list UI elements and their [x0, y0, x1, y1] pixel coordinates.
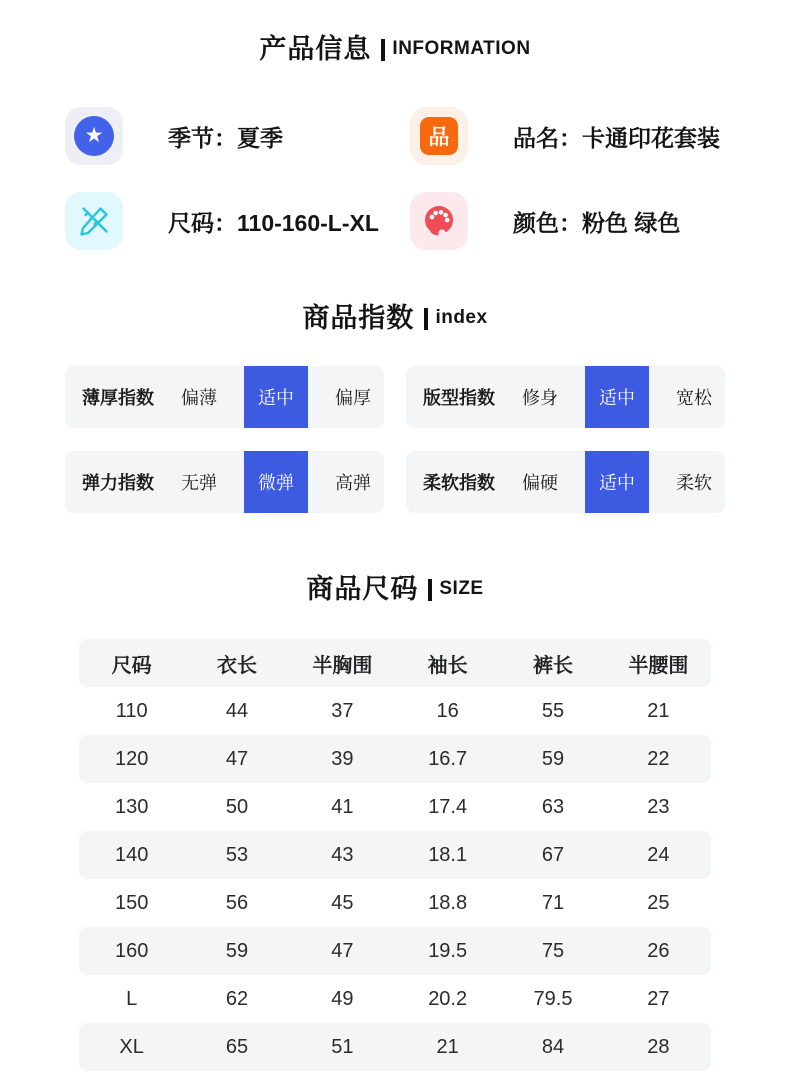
panel-option: 无弹: [181, 473, 217, 493]
size-cell: 39: [331, 747, 354, 770]
size-cell: 62: [225, 987, 249, 1010]
section-title-en: SIZE: [439, 578, 484, 599]
size-cell: 44: [225, 699, 249, 722]
size-table-body: [79, 687, 711, 1071]
season-value: 夏季: [237, 124, 283, 151]
panel-option: 柔软: [676, 473, 712, 493]
season-label: 季节：: [168, 124, 237, 151]
product-info-grid: [0, 107, 790, 250]
size-table: [79, 639, 711, 1071]
size-cell: 56: [225, 891, 249, 914]
table-row: [79, 1023, 711, 1071]
panel-option: 宽松: [676, 388, 712, 408]
size-cell: 59: [541, 747, 565, 770]
size-cell: 41: [331, 795, 354, 818]
product-name-value: 卡通印花套装: [582, 124, 720, 151]
panel-option-selected: 适中: [585, 451, 649, 513]
size-cell: 27: [647, 987, 670, 1010]
size-cell: 59: [225, 939, 249, 962]
header-cell: 袖长: [427, 654, 468, 677]
color-value: 粉色 绿色: [582, 209, 681, 236]
panel-label: 薄厚指数: [82, 388, 154, 408]
size-cell: 110: [115, 699, 148, 722]
size-cell: 53: [225, 843, 249, 866]
pencil-ruler-icon: [65, 192, 123, 250]
table-row: [79, 783, 711, 831]
size-cell: 16: [436, 699, 459, 722]
star-icon: [65, 107, 123, 165]
size-cell: 50: [225, 795, 249, 818]
size-cell: 18.8: [428, 891, 468, 914]
product-name-label: 品名：: [513, 124, 582, 151]
size-cell: 18.1: [428, 843, 468, 866]
size-range-value: 110-160-L-XL: [237, 209, 379, 236]
section-title-zh: 产品信息: [259, 34, 372, 64]
size-range-label: 尺码：: [168, 209, 237, 236]
table-row: [79, 927, 711, 975]
panel-option-selected: 适中: [244, 366, 308, 428]
size-cell: 22: [647, 747, 670, 770]
title-divider: [428, 579, 432, 601]
size-cell: 79.5: [533, 987, 573, 1010]
size-cell: L: [126, 987, 138, 1010]
size-cell: 49: [331, 987, 354, 1010]
size-cell: 45: [331, 891, 354, 914]
info-item-product-name: [410, 107, 725, 165]
product-index-grid: [0, 366, 790, 513]
section-title-zh: 商品指数: [302, 303, 415, 333]
panel-option: 偏厚: [335, 388, 371, 408]
size-cell: 24: [647, 843, 670, 866]
header-cell: 半胸围: [312, 654, 373, 677]
size-cell: 75: [541, 939, 565, 962]
section-title-zh: 商品尺码: [306, 574, 419, 604]
size-section-title: [0, 571, 790, 607]
size-cell: 84: [541, 1035, 565, 1058]
header-cell: 衣长: [216, 654, 257, 677]
title-divider: [381, 39, 385, 61]
panel-option-selected: 适中: [585, 366, 649, 428]
size-cell: 17.4: [428, 795, 468, 818]
size-cell: 47: [331, 939, 354, 962]
size-cell: 16.7: [428, 747, 468, 770]
size-cell: 21: [647, 699, 670, 722]
size-cell: 63: [541, 795, 565, 818]
index-panel-thickness: [65, 366, 384, 428]
product-name-icon: [410, 107, 468, 165]
panel-label: 柔软指数: [423, 473, 495, 493]
panel-option: 偏薄: [181, 388, 217, 408]
title-divider: [424, 308, 428, 330]
header-cell: 半腰围: [628, 654, 689, 677]
size-cell: 51: [331, 1035, 354, 1058]
index-panel-elasticity: [65, 451, 384, 513]
size-cell: 19.5: [428, 939, 468, 962]
information-section-title: [0, 0, 790, 67]
panel-option: 偏硬: [522, 473, 558, 493]
size-cell: 130: [114, 795, 149, 818]
size-cell: XL: [119, 1035, 144, 1058]
panel-option: 修身: [522, 388, 558, 408]
table-row: [79, 735, 711, 783]
index-panel-softness: [406, 451, 725, 513]
size-cell: 67: [541, 843, 565, 866]
info-item-size-range: [65, 192, 380, 250]
size-cell: 120: [114, 747, 149, 770]
table-row: [79, 687, 711, 735]
palette-icon: [410, 192, 468, 250]
size-cell: 140: [114, 843, 149, 866]
panel-option: 高弹: [335, 473, 371, 493]
index-section-title: [0, 300, 790, 336]
size-cell: 47: [225, 747, 249, 770]
size-cell: 20.2: [428, 987, 468, 1010]
panel-label: 弹力指数: [82, 473, 154, 493]
size-table-header: [79, 639, 711, 687]
size-cell: 25: [647, 891, 670, 914]
size-cell: 37: [331, 699, 354, 722]
size-cell: 26: [647, 939, 670, 962]
section-title-en: index: [435, 307, 488, 328]
star-glyph: ★: [74, 116, 114, 156]
product-glyph: 品: [420, 117, 458, 155]
table-row: [79, 831, 711, 879]
size-cell: 43: [331, 843, 354, 866]
size-cell: 23: [647, 795, 670, 818]
size-cell: 71: [541, 891, 565, 914]
size-cell: 28: [647, 1035, 670, 1058]
size-cell: 21: [436, 1035, 459, 1058]
header-cell: 尺码: [111, 654, 152, 677]
panel-option-selected: 微弹: [244, 451, 308, 513]
size-cell: 55: [541, 699, 565, 722]
size-cell: 150: [114, 891, 149, 914]
size-cell: 160: [114, 939, 149, 962]
index-panel-fit: [406, 366, 725, 428]
panel-label: 版型指数: [423, 388, 495, 408]
section-title-en: INFORMATION: [392, 38, 531, 59]
color-label: 颜色：: [513, 209, 582, 236]
info-item-color: [410, 192, 725, 250]
table-row: [79, 975, 711, 1023]
header-cell: 裤长: [532, 654, 573, 677]
size-cell: 65: [225, 1035, 249, 1058]
table-row: [79, 879, 711, 927]
info-item-season: [65, 107, 380, 165]
